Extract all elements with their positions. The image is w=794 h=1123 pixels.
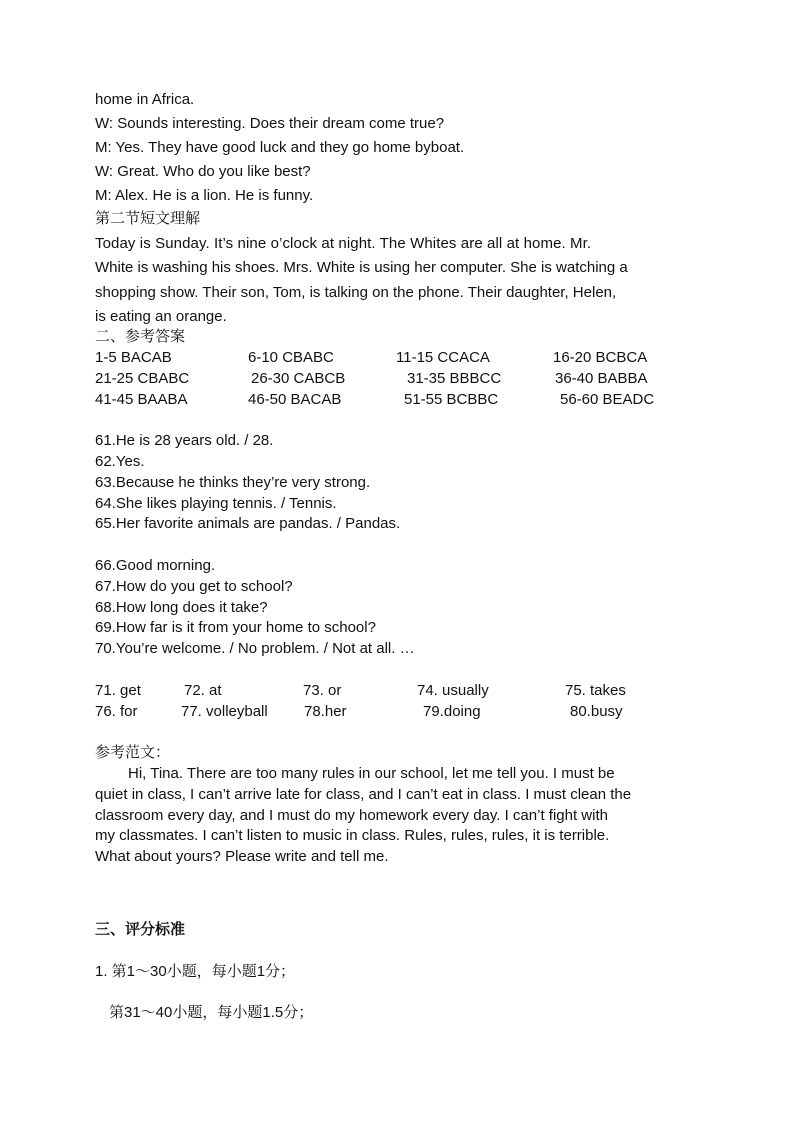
essay-line: classroom every day, and I must do my homework every day. I can’t fight with xyxy=(95,807,608,824)
fill-answer: 76. for xyxy=(95,703,138,720)
fill-answer: 71. get xyxy=(95,682,141,699)
passage-line: is eating an orange. xyxy=(95,308,227,325)
mc-answer: 1-5 BACAB xyxy=(95,349,172,366)
short-answer: 61.He is 28 years old. / 28. xyxy=(95,432,274,449)
mc-answer: 41-45 BAABA xyxy=(95,391,188,408)
scoring-item: 第31～40小题，每小题1.5分； xyxy=(109,1004,314,1021)
fill-answer: 72. at xyxy=(184,682,222,699)
mc-answer: 31-35 BBBCC xyxy=(407,370,502,387)
dialogue-line: W: Sounds interesting. Does their dream come true? xyxy=(95,115,445,132)
fill-answer: 79.doing xyxy=(423,703,481,720)
passage-line: shopping show. Their son, Tom, is talking on the phone. Their daughter, Helen, xyxy=(95,284,617,301)
essay-line: Hi, Tina. There are too many rules in our school, let me tell you. I must be xyxy=(128,765,615,782)
short-answer: 66.Good morning. xyxy=(95,557,216,574)
essay-line: quiet in class, I can’t arrive late for class, and I can’t eat in class. I must clean the xyxy=(95,786,632,803)
scoring-heading: 三、评分标准 xyxy=(95,921,186,938)
mc-answer: 26-30 CABCB xyxy=(251,370,346,387)
dialogue-line: W: Great. Who do you like best? xyxy=(95,163,311,180)
mc-answer: 46-50 BACAB xyxy=(248,391,342,408)
short-answer: 68.How long does it take? xyxy=(95,599,268,616)
essay-line: What about yours? Please write and tell me. xyxy=(95,848,389,865)
mc-answer: 56-60 BEADC xyxy=(560,391,655,408)
mc-answer: 21-25 CBABC xyxy=(95,370,190,387)
scoring-item: 1. 第1～30小题，每小题1分； xyxy=(95,963,296,980)
passage-line: Today is Sunday. It’s nine o’clock at night. The Whites are all at home. Mr. xyxy=(95,235,592,252)
fill-answer: 80.busy xyxy=(570,703,623,720)
fill-answer: 75. takes xyxy=(565,682,626,699)
dialogue-line: M: Alex. He is a lion. He is funny. xyxy=(95,187,314,204)
short-answer: 65.Her favorite animals are pandas. / Pandas. xyxy=(95,515,401,532)
mc-answer: 11-15 CCACA xyxy=(396,349,490,366)
essay-line: my classmates. I can’t listen to music in class. Rules, rules, rules, it is terrible. xyxy=(95,827,610,844)
fill-answer: 78.her xyxy=(304,703,347,720)
mc-answer: 51-55 BCBBC xyxy=(404,391,499,408)
answers-heading: 二、参考答案 xyxy=(95,328,186,345)
short-answer: 63.Because he thinks they’re very strong. xyxy=(95,474,371,491)
dialogue-line: M: Yes. They have good luck and they go home byboat. xyxy=(95,139,465,156)
section2-heading: 第二节短文理解 xyxy=(95,210,201,227)
fill-answer: 77. volleyball xyxy=(181,703,268,720)
short-answer: 67.How do you get to school? xyxy=(95,578,293,595)
essay-heading: 参考范文： xyxy=(95,744,171,761)
fill-answer: 73. or xyxy=(303,682,342,699)
mc-answer: 6-10 CBABC xyxy=(248,349,334,366)
short-answer: 70.You’re welcome. / No problem. / Not at all. … xyxy=(95,640,415,657)
short-answer: 64.She likes playing tennis. / Tennis. xyxy=(95,495,337,512)
mc-answer: 36-40 BABBA xyxy=(555,370,648,387)
passage-line: White is washing his shoes. Mrs. White is using her computer. She is watching a xyxy=(95,259,628,276)
dialogue-line: home in Africa. xyxy=(95,91,195,108)
short-answer: 62.Yes. xyxy=(95,453,145,470)
short-answer: 69.How far is it from your home to school? xyxy=(95,619,376,636)
mc-answer: 16-20 BCBCA xyxy=(553,349,648,366)
fill-answer: 74. usually xyxy=(417,682,489,699)
